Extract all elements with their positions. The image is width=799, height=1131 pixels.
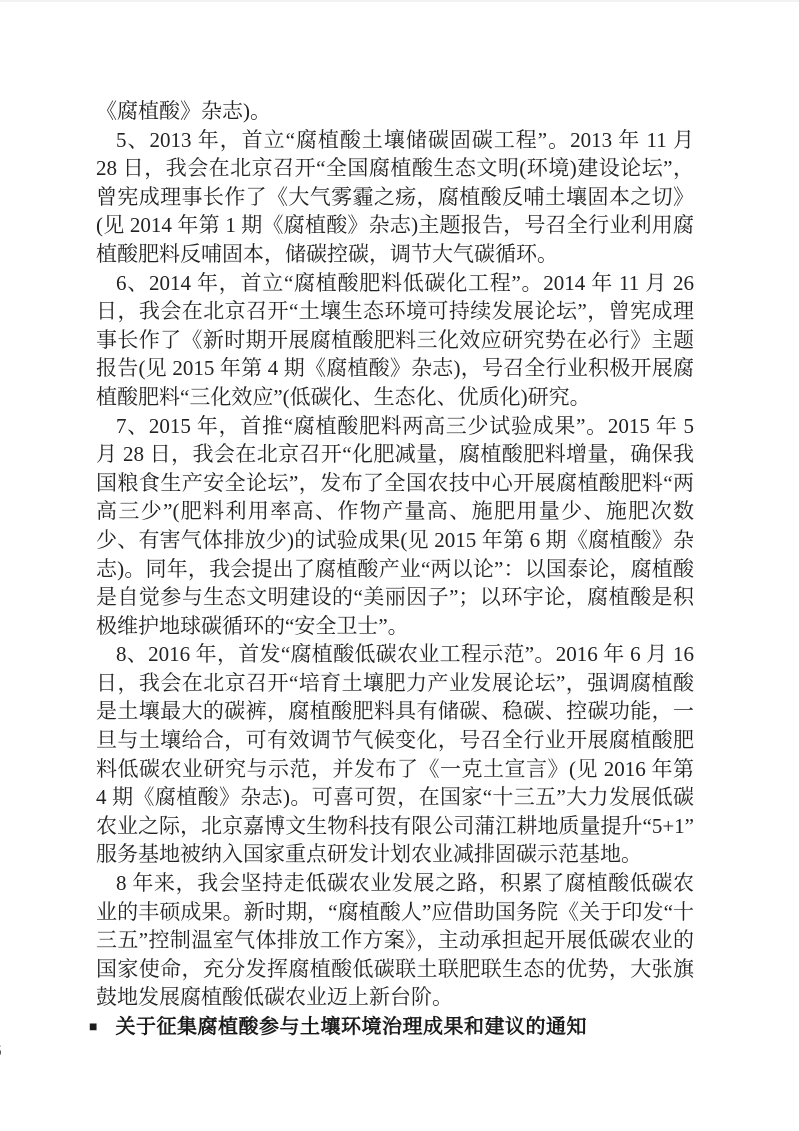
paragraph-item-6-2014: 6、2014 年，首立“腐植酸肥料低碳化工程”。2014 年 11 月 26 日，我会在北京召开“土壤生态环境可持续发展论坛”，曾宪成理事长作了《新时期开展腐植酸肥料三化效应研究势在必行》主题报告(见 2015 年第 4 期《腐植酸》杂志)，号召全行业积极开展腐植酸肥料“三化效应”(低碳化、生态化、优质化)研究。 (96, 270, 694, 409)
paragraph-item-5-2013: 5、2013 年，首立“腐植酸土壤储碳固碳工程”。2013 年 11 月 28 日，我会在北京召开“全国腐植酸生态文明(环境)建设论坛”，曾宪成理事长作了《大气雾霾之疡，腐植酸反哺土壤固本之切》(见 2014 年第 1 期《腐植酸》杂志)主题报告，号召全行业利用腐植酸肥料反哺固本，储碳控碳，调节大气碳循环。 (96, 127, 694, 266)
paragraph-item-7-2015: 7、2015 年，首推“腐植酸肥料两高三少试验成果”。2015 年 5 月 28 日，我会在北京召开“化肥减量，腐植酸肥料增量，确保我国粮食生产安全论坛”，发布了全国农技中心开展腐植酸肥料“两高三少”(肥料利用率高、作物产量高、施肥用量少、施肥次数少、有害气体排放少)的试验成果(见 2015 年第 6 期《腐植酸》杂志)。同年，我会提出了腐植酸产业“两以论”：以国泰论，腐植酸是自觉参与生态文明建设的“美丽因子”；以环宇论，腐植酸是积极维护地球碳循环的“安全卫士”。 (96, 413, 694, 638)
page-top-edge (0, 0, 799, 2)
paragraph-summary: 8 年来，我会坚持走低碳农业发展之路，积累了腐植酸低碳农业的丰硕成果。新时期，“腐植酸人”应借助国务院《关于印发“十三五”控制温室气体排放工作方案》，主动承担起开展低碳农业的国家使命，充分发挥腐植酸低碳联土联肥联生态的优势，大张旗鼓地发展腐植酸低碳农业迈上新台阶。 (96, 871, 694, 1010)
section-heading (89, 1013, 694, 1042)
paragraph-continuation: 《腐植酸》杂志)。 (96, 99, 271, 123)
page-number (0, 1041, 2, 1061)
bullet-square-icon: ■ (89, 1020, 98, 1035)
section-heading-text: 关于征集腐植酸参与土壤环境治理成果和建议的通知 (115, 1016, 587, 1038)
document-body (89, 97, 694, 1042)
paragraph-item-8-2016: 8、2016 年，首发“腐植酸低碳农业工程示范”。2016 年 6 月 16 日，我会在北京召开“培育土壤肥力产业发展论坛”，强调腐植酸是土壤最大的碳裤，腐植酸肥料具有储碳、稳碳、控碳功能，一旦与土壤给合，可有效调节气候变化，号召全行业开展腐植酸肥料低碳农业研究与示范，并发布了《一克土宣言》(见 2016 年第 4 期《腐植酸》杂志)。可喜可贺，在国家“十三五”大力发展低碳农业之际，北京嘉博文生物科技有限公司蒲江耕地质量提升“5+1”服务基地被纳入国家重点研发计划农业减排固碳示范基地。 (96, 642, 694, 867)
